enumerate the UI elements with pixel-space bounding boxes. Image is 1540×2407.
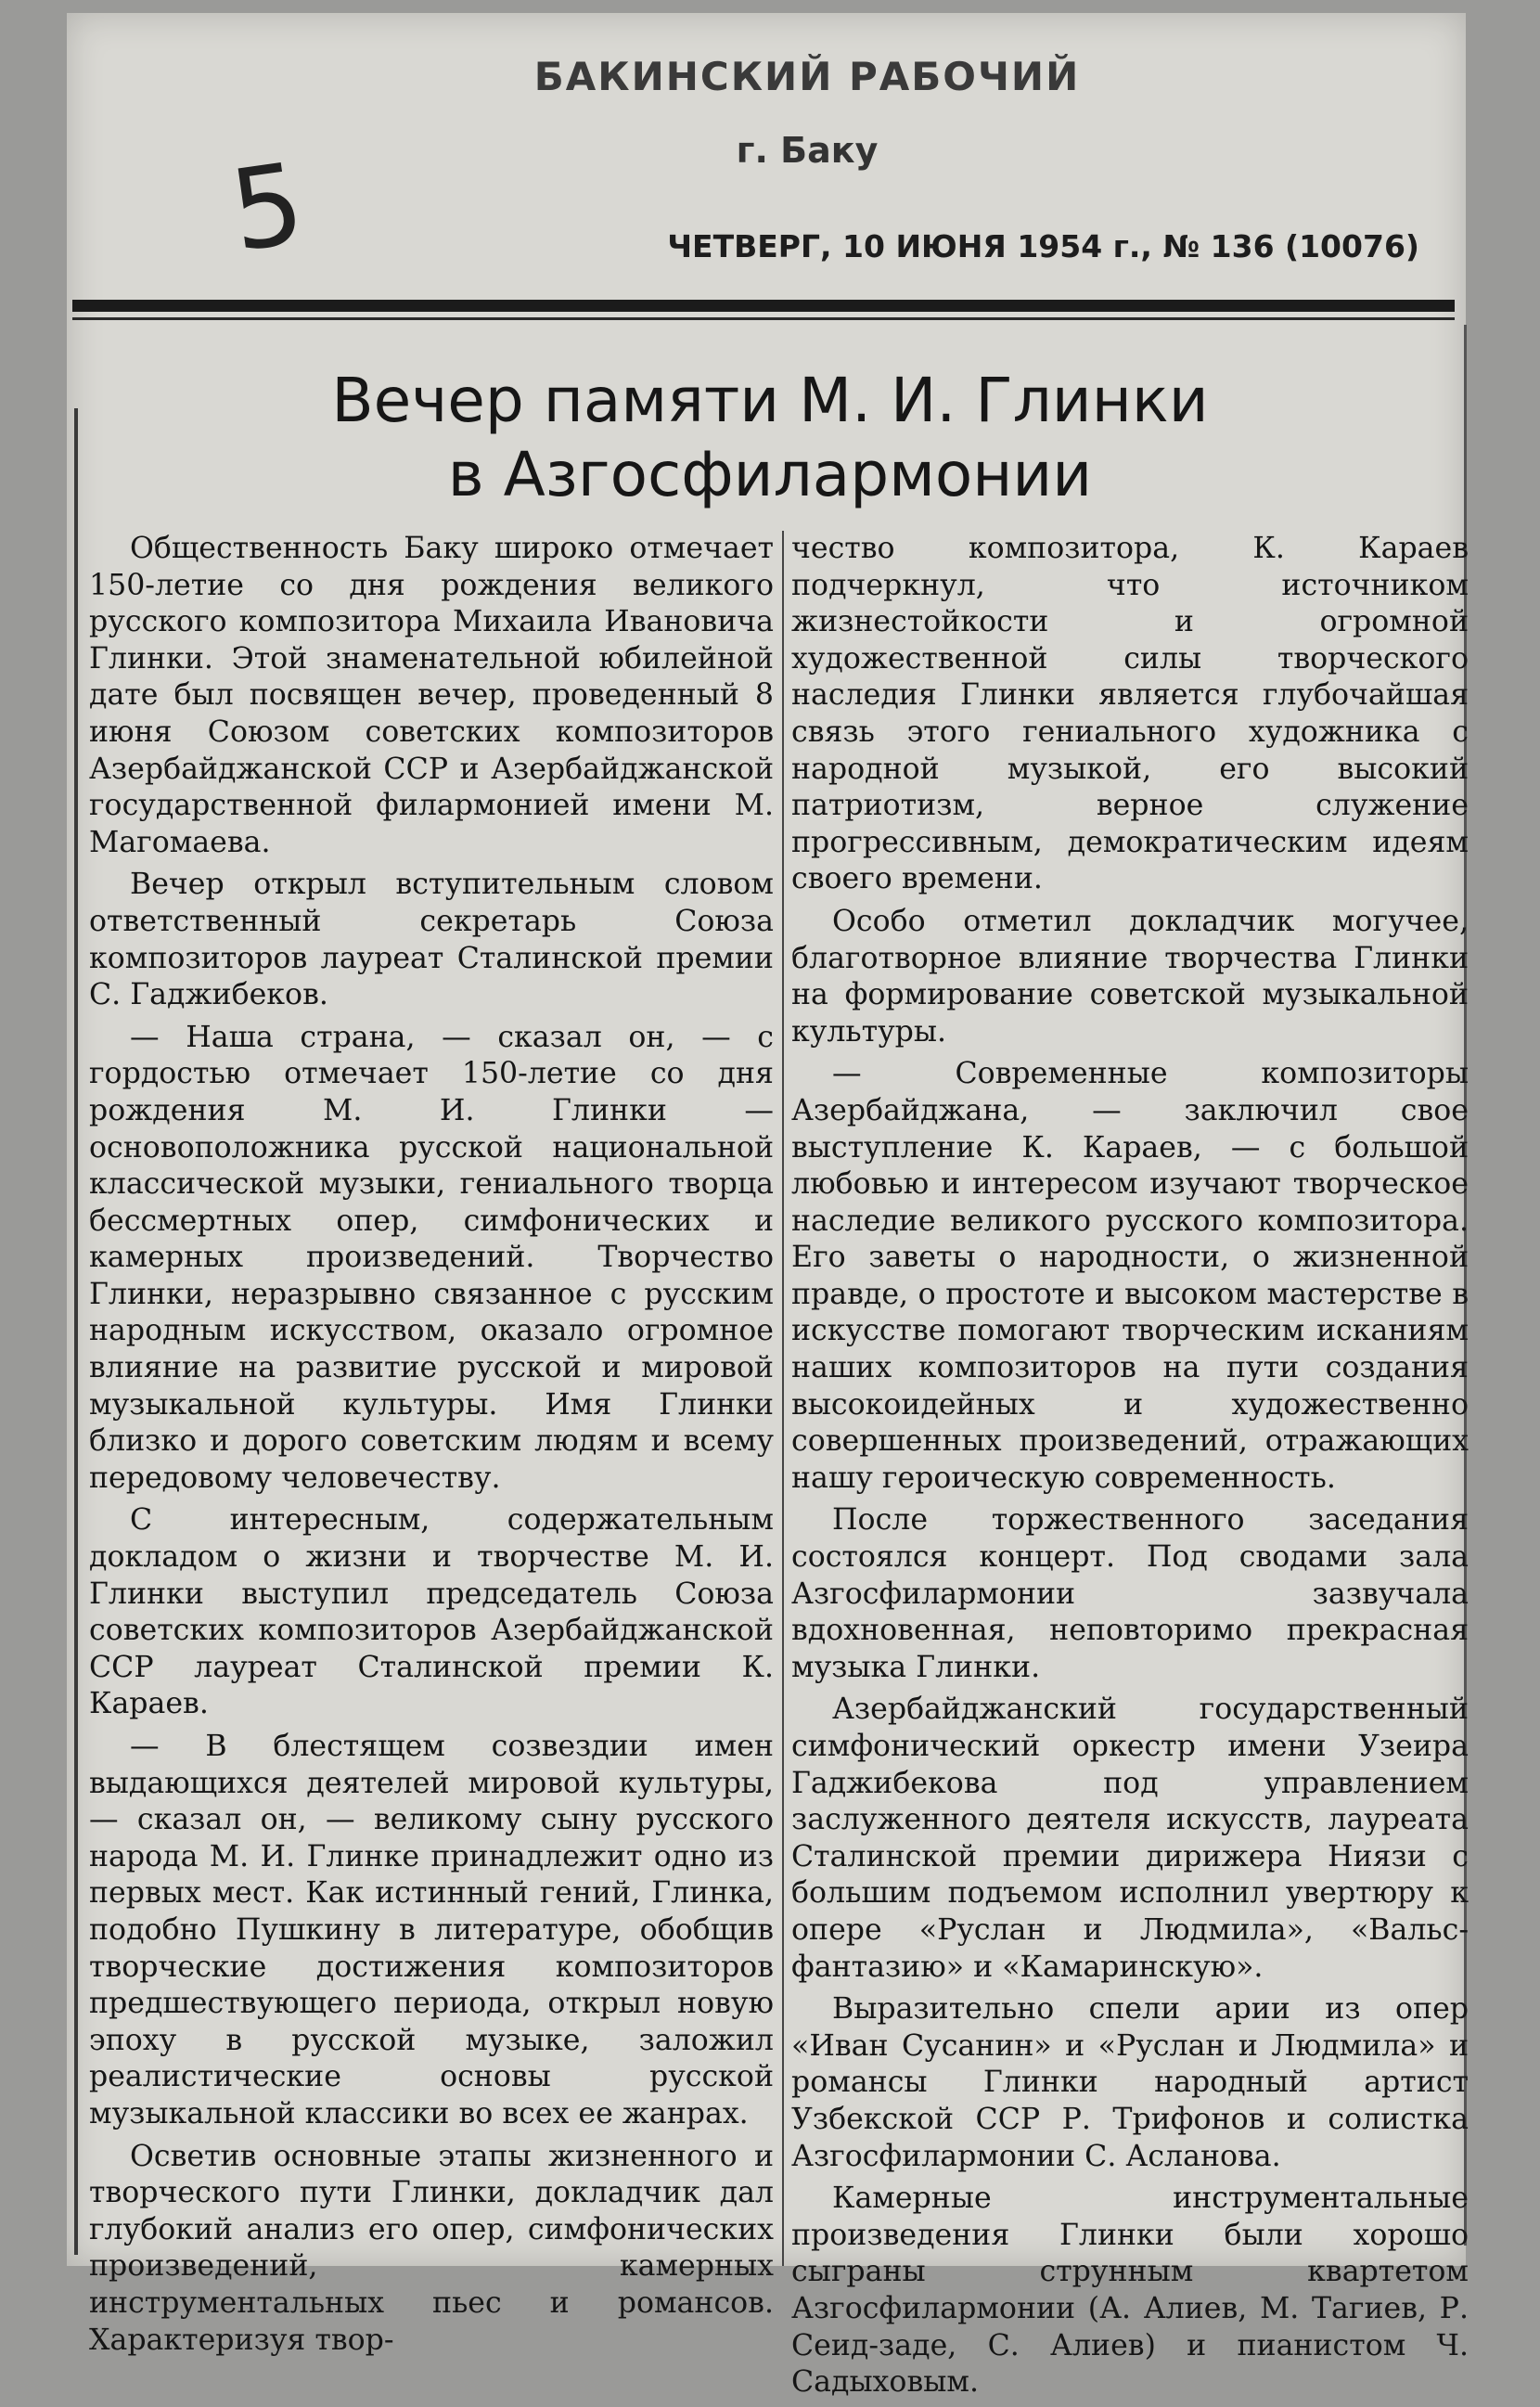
paragraph: Вечер открыл вступительным словом ответственный секретарь Союза композиторов лауреат Сталинской премии С. Гаджибеков. bbox=[89, 868, 774, 1012]
newspaper-masthead: БАКИНСКИЙ РАБОЧИЙ bbox=[533, 54, 1081, 99]
masthead-city: г. Баку bbox=[736, 130, 879, 171]
article-headline bbox=[232, 364, 1308, 512]
paragraph: чество композитора, К. Караев подчеркнул, что источником жизнестойкости и огромной художественной силы творческого наследия Глинки является глубочайшая связь этого гениального художника с народной музыкой, его высокий патриотизм, верное служение прогрессивным, демократическим идеям своего времени. bbox=[791, 532, 1469, 896]
paragraph: Осветив основные этапы жизненного и творческого пути Глинки, докладчик дал глубокий анализ его опер, симфонических произведений, камерных инструментальных пьес и романсов. Характеризуя твор- bbox=[89, 2139, 774, 2357]
masthead-rule-thin bbox=[72, 317, 1455, 320]
paragraph: С интересным, содержательным докладом о жизни и творчестве М. И. Глинки выступил председатель Союза советских композиторов Азербайджанской ССР лауреат Сталинской премии К. Караев. bbox=[89, 1503, 774, 1721]
headline-line-2: в Азгосфилармонии bbox=[447, 439, 1093, 510]
paragraph: Азербайджанский государственный симфонический оркестр имени Узеира Гаджибекова под управлением заслуженного деятеля искусств, лауреата Сталинской премии дирижера Ниязи с большим подъемом исполнил увертюру к опере «Руслан и Людмила», «Вальс-фантазию» и «Камаринскую». bbox=[791, 1693, 1469, 1984]
paragraph: — Наша страна, — сказал он, — с гордостью отмечает 150-летие со дня рождения М. И. Глинки — основоположника русской национальной классической музыки, гениального творца бессмертных опер, симфонических и камерных произведений. Творчество Глинки, неразрывно связанное с русским народным искусством, оказало огромное влияние на развитие русской и мировой музыкальной культуры. Имя Глинки близко и дорого советским людям и всему передовому человечеству. bbox=[89, 1020, 774, 1495]
handwritten-number: 5 bbox=[223, 139, 312, 277]
paragraph: Выразительно спели арии из опер «Иван Сусанин» и «Руслан и Людмила» и романсы Глинки народный артист Узбекской ССР Р. Трифонов и солистка Азгосфилармонии С. Асланова. bbox=[791, 1992, 1469, 2173]
paragraph: Камерные инструментальные произведения Глинки были хорошо сыграны струнным квартетом Азгосфилармонии (А. Алиев, М. Тагиев, Р. Сеид-заде, С. Алиев) и пианистом Ч. Садыховым. bbox=[791, 2182, 1469, 2400]
paragraph: — В блестящем созвездии имен выдающихся деятелей мировой культуры, — сказал он, — великому сыну русского народа М. И. Глинке принадлежит одно из первых мест. Как истинный гений, Глинка, подобно Пушкину в литературе, обобщив творческие достижения композиторов предшествующего периода, открыл новую эпоху в русской музыке, заложил реалистические основы русской музыкальной классики во всех ее жанрах. bbox=[89, 1730, 774, 2130]
masthead-rule-thick bbox=[72, 300, 1455, 312]
article-column-right bbox=[791, 531, 1469, 2407]
issue-dateline: ЧЕТВЕРГ, 10 ИЮНЯ 1954 г., № 136 (10076) bbox=[667, 228, 1419, 264]
paragraph: — Современные композиторы Азербайджана, — заключил свое выступление К. Караев, — с большой любовью и интересом изучают творческое наследие великого русского композитора. Его заветы о народности, о жизненной правде, о простоте и высоком мастерстве в искусстве помогают творческим исканиям наших композиторов на пути создания высокоидейных и художественно совершенных произведений, отражающих нашу героическую современность. bbox=[791, 1057, 1469, 1495]
paragraph: Общественность Баку широко отмечает 150-летие со дня рождения великого русского композитора Михаила Ивановича Глинки. Этой знаменательной юбилейной дате был посвящен вечер, проведенный 8 июня Союзом советских композиторов Азербайджанской ССР и Азербайджанской государственной филармонией имени М. Магомаева. bbox=[89, 532, 774, 859]
paragraph: Особо отметил докладчик могучее, благотворное влияние творчества Глинки на формирование советской музыкальной культуры. bbox=[791, 904, 1469, 1049]
column-divider bbox=[782, 531, 784, 2266]
paragraph: После торжественного заседания состоялся концерт. Под сводами зала Азгосфилармонии зазвучала вдохновенная, неповторимо прекрасная музыка Глинки. bbox=[791, 1503, 1469, 1684]
headline-line-1: Вечер памяти М. И. Глинки bbox=[331, 365, 1209, 436]
clipping-edge-left bbox=[74, 408, 78, 2255]
article-column-left bbox=[89, 531, 774, 2364]
